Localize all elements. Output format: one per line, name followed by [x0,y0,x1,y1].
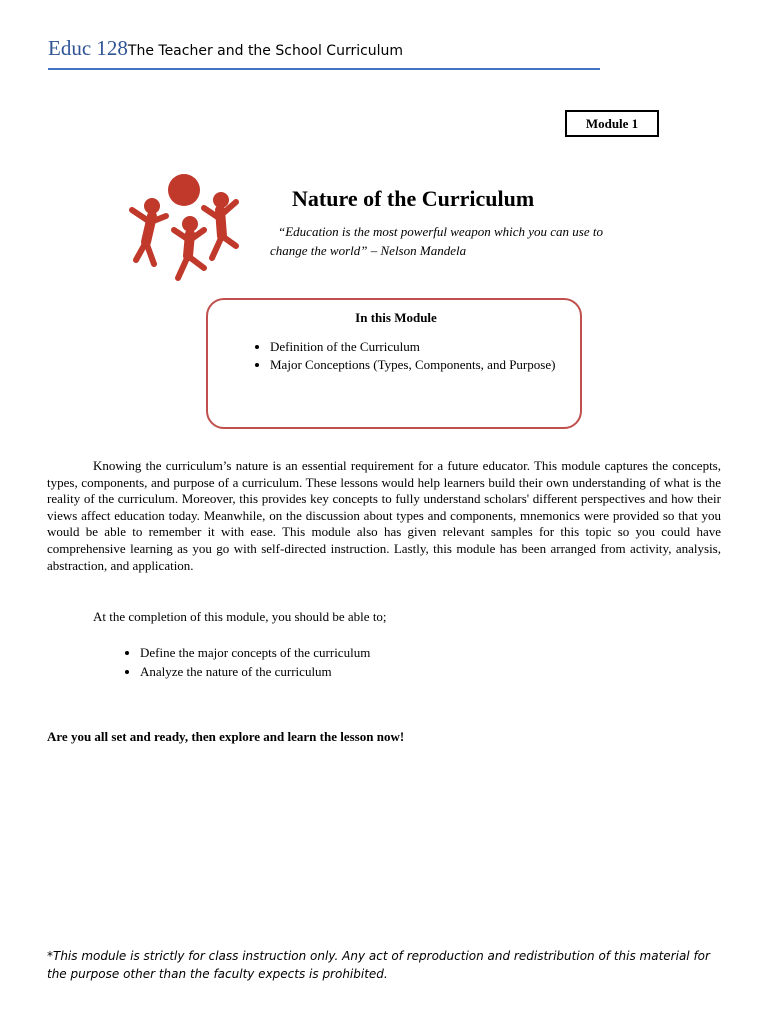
course-title: The Teacher and the School Curriculum [127,43,404,59]
module-topics-list [246,338,566,373]
in-this-module-box [206,298,582,429]
in-this-module-heading: In this Module [355,310,437,325]
document-header [48,36,600,61]
objectives-intro: At the completion of this module, you should be able to; [93,609,387,624]
list-item: • Analyze the nature of the curriculum [140,662,370,681]
course-code: Educ 128 [48,36,128,60]
header-divider [48,68,600,70]
quote [270,222,610,260]
quote-author: – Nelson Mandela [367,243,467,258]
disclaimer-footnote: *This module is strictly for class instruction only. Any act of reproduction and redistribution of this material for the purpose other than the faculty expects is prohibited. [47,949,710,981]
module-title: Nature of the Curriculum [292,186,535,211]
call-to-action: Are you all set and ready, then explore and learn the lesson now! [47,729,405,744]
quote-text: “Education is the most powerful weapon which you can use to change the world” [270,224,603,258]
module-badge: Module 1 [565,110,659,137]
intro-paragraph: Knowing the curriculum’s nature is an essential requirement for a future educator. This module captures the concepts, types, components, and purpose of a curriculum. These lessons would help learners build their own understanding of what is the reality of the curriculum. Moreover, this provides key concepts to fully understand scholars' different perspectives and how their views affect education today. Meanwhile, on the discussion about types and components, mnemonics were provided so that you would be able to remember it with ease. This module also has given relevant samples for this topic so you could have comprehensive learning as you go with self-directed instruction. Lastly, this module has been arranged from activity, analysis, abstraction, and application. [47,458,721,573]
list-item: • Major Conceptions (Types, Components, and Purpose) [270,356,566,373]
list-item: • Definition of the Curriculum [270,338,566,355]
objectives-list [118,643,370,681]
people-playing-ball-icon [124,172,244,284]
list-item: • Define the major concepts of the curriculum [140,643,370,662]
